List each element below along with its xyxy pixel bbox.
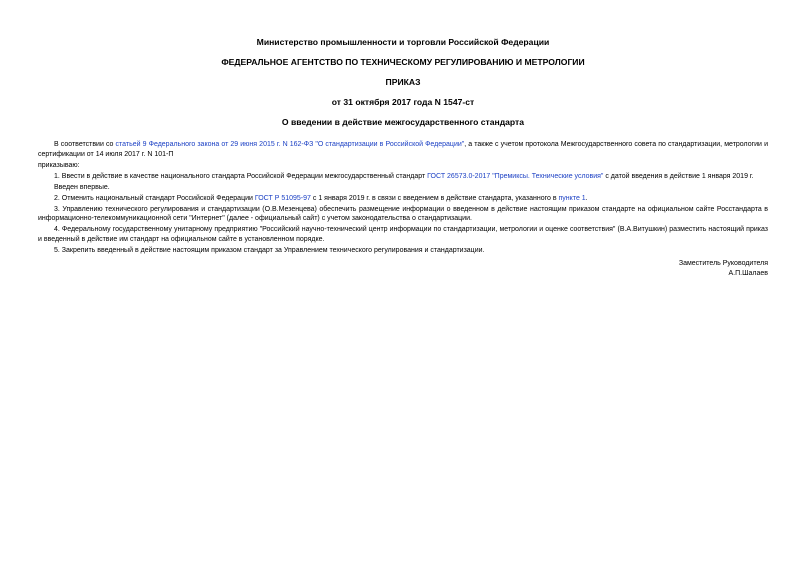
preamble-paragraph [38, 140, 768, 159]
document-type-heading: ПРИКАЗ [385, 77, 421, 87]
preamble-text-2: , а также с учетом протокола Межгосударственного совета по стандартизации, метрологии и сертификации от 14 июля 2017 г. N 101-П [38, 141, 768, 158]
item-2-text-1: 2. Отменить национальный стандарт Российской Федерации [54, 194, 255, 202]
gost-26573-link[interactable]: ГОСТ 26573.0-2017 "Премиксы. Технические условия" [427, 172, 604, 180]
gost-r-51095-link[interactable]: ГОСТ Р 51095-97 [254, 194, 311, 202]
item-1-text-2: с датой введения в действие 1 января 2019 г. [603, 172, 754, 180]
document-date-number: от 31 октября 2017 года N 1547-ст [331, 97, 475, 107]
item-2-text-3: . [585, 194, 588, 202]
ministry-heading: Министерство промышленности и торговли Российской Федерации [256, 37, 550, 47]
item-1-reference-link[interactable]: пункте 1 [558, 194, 586, 202]
item-2-text-2: с 1 января 2019 г. в связи с введением в действие стандарта, указанного в [310, 194, 559, 202]
item-2-paragraph [38, 194, 768, 204]
document-title: О введении в действие межгосударственного стандарта [281, 117, 525, 127]
item-5-paragraph: 5. Закрепить введенный в действие настоящим приказом стандарт за Управлением технического регулирования и стандартизации. [54, 246, 485, 254]
signature-position: Заместитель Руководителя [678, 260, 768, 267]
item-4-paragraph: 4. Федеральному государственному унитарному предприятию "Российский научно-технический центр информации по стандартизации, метрологии и оценке соответствия" (В.А.Витушкин) разместить настоящий приказ и введенный в действие им стандарт на официальном сайте в установленном порядке. [38, 226, 768, 243]
item-1-paragraph [38, 172, 768, 182]
agency-heading: ФЕДЕРАЛЬНОЕ АГЕНТСТВО ПО ТЕХНИЧЕСКОМУ РЕГУЛИРОВАНИЮ И МЕТРОЛОГИИ [221, 57, 585, 67]
document-body [38, 140, 768, 255]
federal-law-link[interactable]: статьей 9 Федерального закона от 29 июня 2015 г. N 162-ФЗ "О стандартизации в Российской Федерации" [115, 141, 465, 148]
introduced-first-note: Введен впервые. [54, 183, 110, 191]
item-3-paragraph: 3. Управлению технического регулирования и стандартизации (О.В.Мезенцева) обеспечить размещение информации о введенном в действие настоящим приказом стандарте на официальном сайте Росстандарта в информационно-телекоммуникационной сети "Интернет" (далее - официальный сайт) с учетом законодательства о стандартизации. [38, 205, 768, 222]
item-1-text-1: 1. Ввести в действие в качестве национального стандарта Российской Федерации межгосударственный стандарт [54, 172, 428, 180]
preamble-text-1: В соответствии со [54, 141, 116, 148]
signature-block [38, 259, 768, 278]
signature-name: А.П.Шалаев [728, 269, 768, 277]
order-word: приказываю: [38, 161, 80, 169]
